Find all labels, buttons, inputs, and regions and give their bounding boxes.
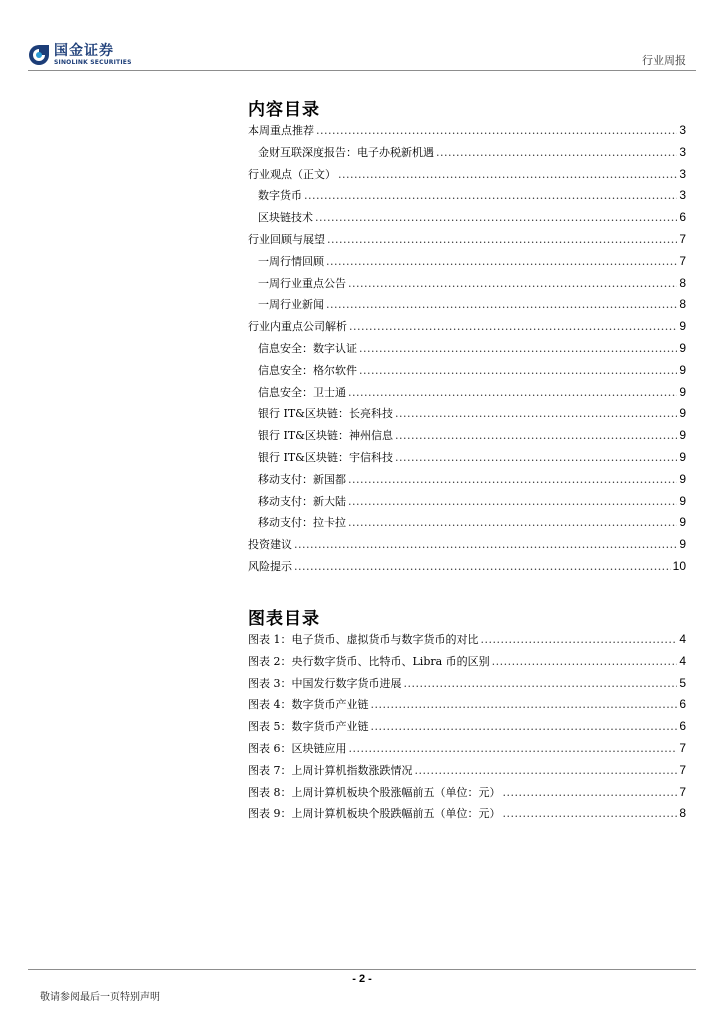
figure-entry[interactable] (248, 805, 686, 827)
figure-entry-label: 图表 5：数字货币产业链 (248, 720, 369, 734)
toc-entry[interactable] (248, 231, 686, 253)
toc-entry-label: 移动支付：新国都 (258, 472, 346, 486)
report-type-label: 行业周报 (642, 54, 686, 67)
toc-title: 内容目录 (248, 100, 320, 120)
table-of-contents (248, 122, 686, 580)
dot-leader (395, 429, 677, 442)
toc-entry-page-number: 7 (679, 231, 686, 246)
dot-leader (395, 451, 677, 464)
toc-entry-label: 本周重点推荐 (248, 124, 314, 137)
sinolink-logo-icon (28, 42, 50, 68)
toc-entry-page-number: 3 (679, 123, 686, 137)
toc-entry-label: 银行 IT&区块链：神州信息 (258, 429, 393, 443)
toc-entry-label: 信息安全：数字认证 (258, 341, 357, 355)
toc-entry-label: 投资建议 (248, 538, 292, 552)
toc-entry[interactable] (248, 362, 686, 384)
dot-leader (316, 124, 677, 137)
toc-entry-page-number: 3 (679, 144, 686, 159)
disclaimer-text: 敬请参阅最后一页特别声明 (40, 992, 160, 1003)
figure-entry-page-number: 4 (679, 632, 686, 646)
dot-leader (315, 211, 677, 224)
toc-entry[interactable] (248, 144, 686, 166)
toc-entry-page-number: 9 (679, 428, 686, 443)
dot-leader (359, 342, 677, 355)
toc-entry-page-number: 9 (679, 362, 686, 377)
figure-entry-label: 图表 6：区块链应用 (248, 741, 347, 755)
figure-entry-page-number: 6 (679, 719, 686, 734)
toc-entry-label: 移动支付：拉卡拉 (258, 516, 346, 530)
toc-entry-page-number: 6 (679, 210, 686, 225)
dot-leader (326, 298, 677, 311)
toc-entry-page-number: 3 (679, 166, 686, 181)
dot-leader (348, 277, 677, 290)
toc-entry[interactable] (248, 166, 686, 188)
figure-entry[interactable] (248, 784, 686, 806)
toc-entry[interactable] (248, 471, 686, 493)
dot-leader (371, 698, 678, 711)
figure-entry-label: 图表 8：上周计算机板块个股涨幅前五（单位：元） (248, 785, 501, 799)
figure-entry-page-number: 7 (679, 762, 686, 777)
logo-english-name: SINOLINK SECURITIES (54, 59, 132, 66)
footer-divider (28, 969, 696, 970)
logo-chinese-name: 国金证券 (54, 43, 114, 59)
toc-entry-label: 风险提示 (248, 559, 292, 573)
toc-entry[interactable] (248, 449, 686, 471)
toc-entry-label: 一周行业重点公告 (258, 276, 346, 290)
toc-entry[interactable] (248, 427, 686, 449)
figure-entry-label: 图表 2：央行数字货币、比特币、Libra 币的区别 (248, 654, 490, 668)
dot-leader (492, 655, 678, 668)
dot-leader (404, 677, 678, 690)
toc-entry[interactable] (248, 514, 686, 536)
header-divider (28, 70, 696, 71)
toc-entry-page-number: 7 (679, 253, 686, 268)
dot-leader (327, 233, 677, 246)
toc-entry-page-number: 9 (679, 471, 686, 486)
dot-leader (348, 473, 677, 486)
dot-leader (348, 516, 677, 529)
dot-leader (348, 386, 677, 399)
toc-entry-label: 行业观点（正文） (248, 167, 336, 181)
page-number: - 2 - (352, 973, 372, 985)
toc-entry-page-number: 9 (679, 340, 686, 355)
dot-leader (338, 168, 677, 181)
toc-entry-label: 行业内重点公司解析 (248, 320, 347, 334)
dot-leader (348, 495, 677, 508)
toc-entry[interactable] (248, 318, 686, 340)
toc-entry-page-number: 10 (672, 558, 686, 573)
figure-entry-label: 图表 1：电子货币、虚拟货币与数字货币的对比 (248, 633, 479, 646)
figures-index (248, 631, 686, 827)
figure-entry-page-number: 4 (679, 653, 686, 668)
figure-entry-label: 图表 7：上周计算机指数涨跌情况 (248, 763, 413, 777)
figure-entry[interactable] (248, 718, 686, 740)
page-header (0, 0, 724, 80)
figure-entry[interactable] (248, 740, 686, 762)
toc-entry-label: 区块链技术 (258, 211, 313, 225)
figure-entry[interactable] (248, 762, 686, 784)
dot-leader (436, 146, 677, 159)
toc-entry-page-number: 9 (679, 449, 686, 464)
dot-leader (503, 786, 678, 799)
toc-entry[interactable] (248, 209, 686, 231)
toc-entry-page-number: 8 (679, 275, 686, 290)
toc-entry[interactable] (248, 122, 686, 144)
toc-entry-page-number: 3 (679, 188, 686, 203)
dot-leader (304, 189, 677, 202)
dot-leader (294, 560, 671, 573)
toc-entry-label: 移动支付：新大陆 (258, 494, 346, 508)
figure-entry[interactable] (248, 631, 686, 653)
toc-entry[interactable] (248, 536, 686, 558)
toc-entry[interactable] (248, 187, 686, 209)
toc-entry-label: 信息安全：卫士通 (258, 385, 346, 399)
dot-leader (371, 720, 678, 733)
figure-entry-page-number: 7 (679, 784, 686, 799)
dot-leader (359, 364, 677, 377)
toc-entry-page-number: 9 (679, 515, 686, 530)
toc-entry[interactable] (248, 340, 686, 362)
dot-leader (481, 633, 678, 646)
toc-entry-page-number: 9 (679, 319, 686, 334)
toc-entry-label: 数字货币 (258, 189, 302, 203)
figure-entry-page-number: 8 (679, 806, 686, 821)
company-logo (28, 40, 132, 70)
dot-leader (415, 764, 678, 777)
figure-entry[interactable] (248, 675, 686, 697)
dot-leader (326, 255, 677, 268)
toc-entry-label: 一周行情回顾 (258, 254, 324, 268)
figures-toc-title: 图表目录 (248, 609, 320, 629)
toc-entry-page-number: 9 (679, 384, 686, 399)
toc-entry[interactable] (248, 384, 686, 406)
toc-entry-label: 银行 IT&区块链：宇信科技 (258, 450, 393, 464)
figure-entry-label: 图表 3：中国发行数字货币进展 (248, 676, 402, 690)
toc-entry-label: 金财互联深度报告：电子办税新机遇 (258, 145, 434, 159)
dot-leader (349, 742, 678, 755)
figure-entry[interactable] (248, 696, 686, 718)
toc-entry[interactable] (248, 275, 686, 297)
toc-entry-label: 银行 IT&区块链：长亮科技 (258, 407, 393, 421)
toc-entry[interactable] (248, 558, 686, 580)
toc-entry-page-number: 9 (679, 406, 686, 421)
toc-entry[interactable] (248, 405, 686, 427)
toc-entry-label: 信息安全：格尔软件 (258, 363, 357, 377)
toc-entry-label: 行业回顾与展望 (248, 232, 325, 246)
dot-leader (294, 538, 677, 551)
toc-entry[interactable] (248, 296, 686, 318)
dot-leader (503, 807, 678, 820)
toc-entry-label: 一周行业新闻 (258, 298, 324, 312)
toc-entry-page-number: 9 (679, 493, 686, 508)
figure-entry-page-number: 6 (679, 697, 686, 712)
dot-leader (395, 407, 677, 420)
figure-entry-page-number: 7 (679, 740, 686, 755)
figure-entry-label: 图表 9：上周计算机板块个股跌幅前五（单位：元） (248, 807, 501, 821)
dot-leader (349, 320, 677, 333)
toc-entry-page-number: 9 (679, 537, 686, 552)
toc-entry-page-number: 8 (679, 297, 686, 312)
toc-entry[interactable] (248, 493, 686, 515)
figure-entry-label: 图表 4：数字货币产业链 (248, 698, 369, 712)
figure-entry[interactable] (248, 653, 686, 675)
toc-entry[interactable] (248, 253, 686, 275)
figure-entry-page-number: 5 (679, 675, 686, 690)
